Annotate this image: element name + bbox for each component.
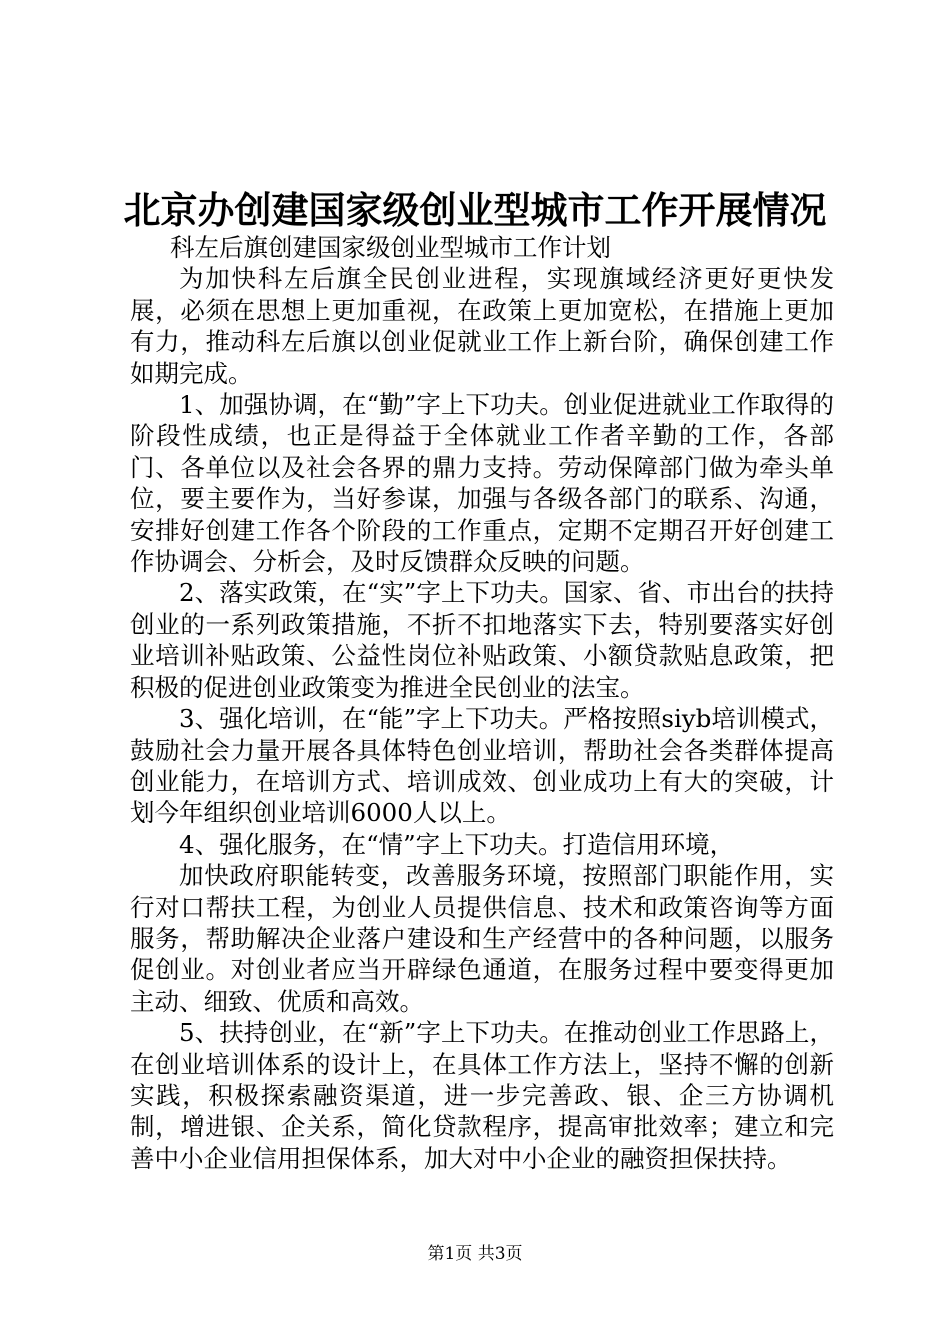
document-title: 北京办创建国家级创业型城市工作开展情况 xyxy=(123,188,827,232)
paragraph-item-1: 1、加强协调，在“勤”字上下功夫。创业促进就业工作取得的阶段性成绩，也正是得益于全体就业工作者辛勤的工作，各部门、各单位以及社会各界的鼎力支持。劳动保障部门做为牵头单位，要主要作为，当好参谋，加强与各级各部门的联系、沟通，安排好创建工作各个阶段的工作重点，定期不定期召开好创建工作协调会、分析会，及时反馈群众反映的问题。 xyxy=(130,390,834,577)
paragraph-item-4-continued: 加快政府职能转变，改善服务环境，按照部门职能作用，实行对口帮扶工程，为创业人员提供信息、技术和政策咨询等方面服务，帮助解决企业落户建设和生产经营中的各种问题，以服务促创业。对创业者应当开辟绿色通道，在服务过程中要变得更加主动、细致、优质和高效。 xyxy=(130,861,834,1016)
document-subtitle: 科左后旗创建国家级创业型城市工作计划 xyxy=(170,233,611,262)
paragraph-intro: 为加快科左后旗全民创业进程，实现旗域经济更好更快发展，必须在思想上更加重视，在政策上更加宽松，在措施上更加有力，推动科左后旗以创业促就业工作上新台阶，确保创建工作如期完成。 xyxy=(130,264,834,388)
paragraph-item-4: 4、强化服务，在“情”字上下功夫。打造信用环境， xyxy=(179,829,735,859)
document-body xyxy=(130,232,834,1174)
paragraph-item-5: 5、扶持创业，在“新”字上下功夫。在推动创业工作思路上，在创业培训体系的设计上，在具体工作方法上，坚持不懈的创新实践，积极探索融资渠道，进一步完善政、银、企三方协调机制，增进银、企关系，简化贷款程序，提高审批效率；建立和完善中小企业信用担保体系，加大对中小企业的融资担保扶持。 xyxy=(130,1018,834,1173)
page-indicator: 第1页 共3页 xyxy=(427,1244,523,1264)
paragraph-item-3: 3、强化培训，在“能”字上下功夫。严格按照siyb培训模式，鼓励社会力量开展各具体特色创业培训，帮助社会各类群体提高创业能力，在培训方式、培训成效、创业成功上有大的突破，计划今年组织创业培训6000人以上。 xyxy=(130,704,834,828)
paragraph-item-2: 2、落实政策，在“实”字上下功夫。国家、省、市出台的扶持创业的一系列政策措施，不折不扣地落实下去，特别要落实好创业培训补贴政策、公益性岗位补贴政策、小额贷款贴息政策，把积极的促进创业政策变为推进全民创业的法宝。 xyxy=(130,578,834,702)
